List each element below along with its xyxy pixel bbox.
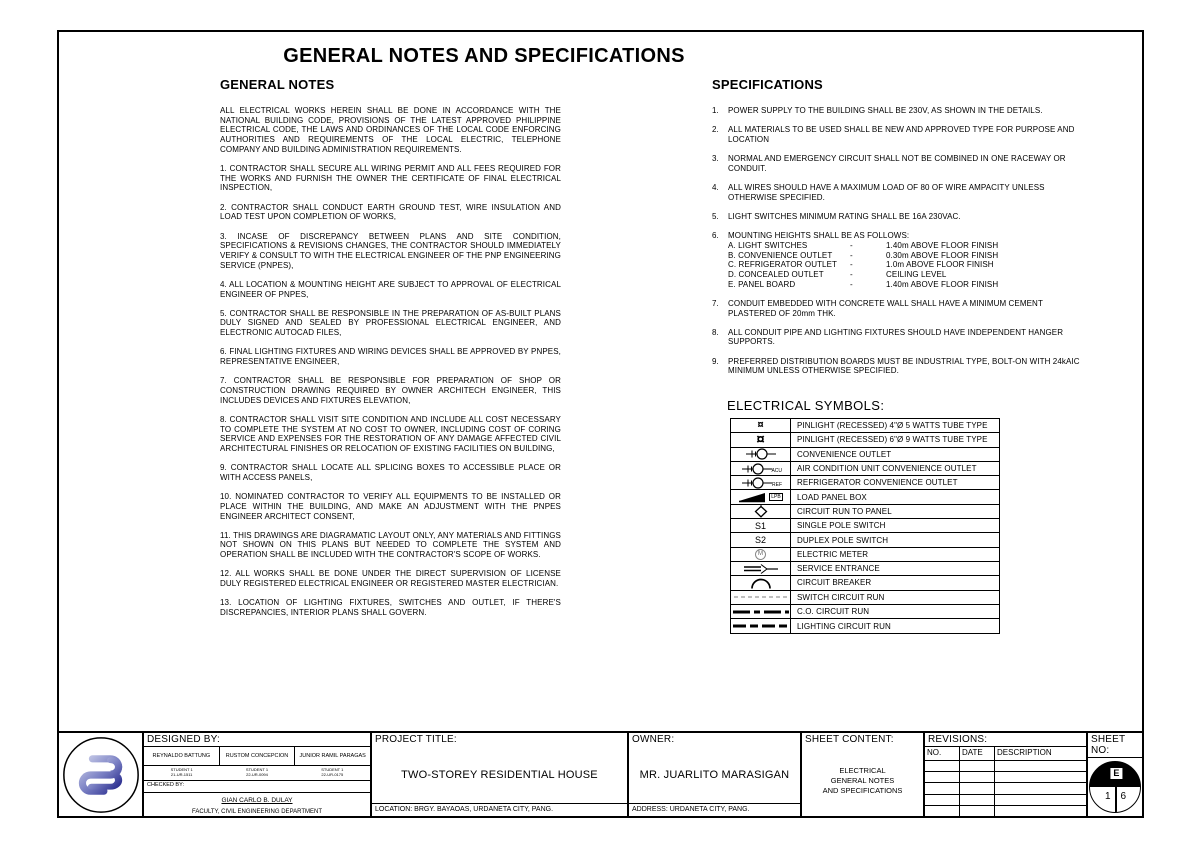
designed-by-section bbox=[144, 733, 372, 816]
mount-row: B. CONVENIENCE OUTLET - 0.30m ABOVE FLOOR FINISH bbox=[728, 250, 999, 260]
symbol-row: CONVENIENCE OUTLET bbox=[731, 448, 999, 462]
discipline-letter: E bbox=[1110, 768, 1122, 779]
symbol-row: LPB LOAD PANEL BOX bbox=[731, 490, 999, 504]
note-paragraph: ALL ELECTRICAL WORKS HEREIN SHALL BE DONE IN ACCORDANCE WITH THE NATIONAL BUILDING CODE, PROVISIONS OF THE LATEST APPROVED PHILIPPINE ELECTRICAL CODE, THE LAWS AND ORDINANCES OF THE LOCAL CODE ENFORCING AUTHORITIES AND REQUIREMENTS OF THE LOCAL ELECTRIC, TELEPHONE COMPANY AND BUILDING ADMINISTRATION REQUIREMENTS. bbox=[220, 106, 561, 154]
logo-icon bbox=[61, 735, 141, 815]
note-paragraph: 6. FINAL LIGHTING FIXTURES AND WIRING DEVICES SHALL BE APPROVED BY PNPES, REPRESENTATIVE ENGINEER, bbox=[220, 347, 561, 367]
co-circuit-run-icon bbox=[731, 605, 791, 618]
spec-item: 4. ALL WIRES SHOULD HAVE A MAXIMUM LOAD OF 80 OF WIRE AMPACITY UNLESS OTHERWISE SPECIFIED. bbox=[712, 183, 1045, 202]
note-paragraph: 2. CONTRACTOR SHALL CONDUCT EARTH GROUND TEST, WIRE INSULATION AND LOAD TEST UPON COMPLETION OF WORKS, bbox=[220, 202, 561, 222]
circuit-breaker-icon bbox=[731, 576, 791, 589]
symbol-row: SERVICE ENTRANCE bbox=[731, 562, 999, 576]
student-id: STUDENT 1 21-UR-1511 bbox=[170, 767, 193, 777]
spec-item: 2. ALL MATERIALS TO BE USED SHALL BE NEW AND APPROVED TYPE FOR PURPOSE AND LOCATION bbox=[712, 125, 1075, 144]
page-title: GENERAL NOTES AND SPECIFICATIONS bbox=[283, 45, 685, 67]
designer-name: REYNALDO BATTUNG bbox=[144, 747, 220, 765]
single-pole-switch-icon: S1 bbox=[731, 519, 791, 532]
note-paragraph: 5. CONTRACTOR SHALL BE RESPONSIBLE IN THE PREPARATION OF AS-BUILT PLANS DULY SIGNED AND SEALED BY PROFESSIONAL ELECTRICAL ENGINEER, AND ELECTRONIC AUTOCAD FILES, bbox=[220, 308, 561, 338]
ref-outlet-icon: REF bbox=[731, 476, 791, 489]
student-id: STUDENT 1 22-UR-0094 bbox=[245, 767, 269, 777]
note-paragraph: 11. THIS DRAWINGS ARE DIAGRAMATIC LAYOUT ONLY, ANY MATERIALS AND FITTINGS NOT SHOWN ON THIS PLANS BUT NEEDED TO COMPLETE THE SYSTEM AND OPERATION SHALL BE INCLUDED WITH THE CONTRACTOR'S SCOPE OF WORKS. bbox=[220, 530, 561, 560]
designer-name: JUNIOR RAMIL PARAGAS bbox=[299, 753, 366, 759]
sheet-content-value: ELECTRICAL GENERAL NOTES AND SPECIFICATIONS bbox=[822, 766, 903, 795]
note-paragraph: 3. INCASE OF DISCREPANCY BETWEEN PLANS AND SITE CONDITION, SPECIFICATIONS & REVISIONS CHANGES, THE CONTRACTOR SHOULD IMMEDIATELY VERIFY & CONSULT TO WITH THE ELECTRICAL ENGINEER OF THE PNP ENGINEERING SERVICE (PNPES), bbox=[220, 231, 561, 270]
circuit-run-to-panel-icon bbox=[731, 505, 791, 518]
owner-label: OWNER: bbox=[632, 734, 675, 745]
symbol-row: LIGHTING CIRCUIT RUN bbox=[731, 619, 999, 633]
symbol-row: CIRCUIT BREAKER bbox=[731, 576, 999, 590]
revisions-col-date: DATE bbox=[960, 747, 995, 760]
service-entrance-icon bbox=[731, 562, 791, 575]
symbol-row: S1 SINGLE POLE SWITCH bbox=[731, 519, 999, 533]
owner-address: ADDRESS: URDANETA CITY, PANG. bbox=[629, 803, 800, 816]
symbol-row: SWITCH CIRCUIT RUN bbox=[731, 591, 999, 605]
student-id: STUDENT 1 22-UR-0175 bbox=[321, 767, 344, 777]
revisions-label: REVISIONS: bbox=[925, 733, 1086, 747]
sheet-no-section bbox=[1088, 733, 1142, 816]
owner-section bbox=[629, 733, 802, 816]
revision-empty-row bbox=[925, 761, 1086, 772]
convenience-outlet-icon bbox=[731, 448, 791, 461]
project-title-section bbox=[372, 733, 629, 816]
designer-names-row bbox=[144, 747, 370, 766]
project-location: LOCATION: BRGY. BAYAOAS, URDANETA CITY, PANG. bbox=[372, 803, 627, 816]
revision-empty-row bbox=[925, 806, 1086, 816]
symbol-row: M ELECTRIC METER bbox=[731, 548, 999, 562]
note-paragraph: 9. CONTRACTOR SHALL LOCATE ALL SPLICING BOXES TO ACCESSIBLE PLACE OR WITH ACCESS PANELS, bbox=[220, 463, 561, 482]
electrical-symbols-heading: ELECTRICAL SYMBOLS: bbox=[727, 398, 885, 413]
switch-circuit-run-icon bbox=[731, 591, 791, 604]
symbol-row: ¤ PINLIGHT (RECESSED) 4"Ø 5 WATTS TUBE TYPE bbox=[731, 419, 999, 433]
revisions-section bbox=[925, 733, 1088, 816]
note-paragraph: 13. LOCATION OF LIGHTING FIXTURES, SWITCHES AND OUTLET, IF THERE'S DISCREPANCIES, INTERIOR PLANS SHALL GOVERN. bbox=[220, 598, 561, 617]
sheet-border bbox=[57, 30, 1144, 818]
spec-item: 3. NORMAL AND EMERGENCY CIRCUIT SHALL NOT BE COMBINED IN ONE RACEWAY OR CONDUIT. bbox=[712, 154, 1066, 173]
mount-row: D. CONCEALED OUTLET - CEILING LEVEL bbox=[728, 269, 947, 279]
general-notes-heading: GENERAL NOTES bbox=[220, 77, 335, 92]
sheet-total: 6 bbox=[1120, 791, 1126, 802]
spec-item: 7. CONDUIT EMBEDDED WITH CONCRETE WALL SHALL HAVE A MINIMUM CEMENT PLASTERED OF 20mm THK. bbox=[712, 298, 1043, 318]
mount-row: C. REFRIGERATOR OUTLET - 1.0m ABOVE FLOOR FINISH bbox=[728, 260, 994, 270]
project-title-value: TWO-STOREY RESIDENTIAL HOUSE bbox=[401, 768, 598, 781]
load-panel-box-icon: LPB bbox=[731, 490, 791, 503]
electrical-symbols-table bbox=[730, 418, 1000, 634]
revision-empty-row bbox=[925, 772, 1086, 783]
duplex-pole-switch-icon: S2 bbox=[731, 533, 791, 546]
symbol-row: S2 DUPLEX POLE SWITCH bbox=[731, 533, 999, 547]
sheet-no-label: SHEET NO: bbox=[1088, 733, 1142, 758]
company-logo bbox=[59, 733, 144, 816]
mounting-heights-list bbox=[728, 241, 1080, 290]
symbol-row: REF REFRIGERATOR CONVENIENCE OUTLET bbox=[731, 476, 999, 490]
revisions-column-headers bbox=[925, 747, 1086, 761]
spec-item: 5. LIGHT SWITCHES MINIMUM RATING SHALL BE 16A 230VAC. bbox=[712, 211, 961, 221]
department-label: FACULTY, CIVIL ENGINEERING DEPARTMENT bbox=[191, 809, 323, 815]
symbol-row: ACU AIR CONDITION UNIT CONVENIENCE OUTLET bbox=[731, 462, 999, 476]
note-paragraph: 1. CONTRACTOR SHALL SECURE ALL WIRING PERMIT AND ALL FEES REQUIRED FOR THE WORKS AND FURNISH THE OWNER THE CERTIFICATE OF FINAL ELECTRICAL INSPECTION, bbox=[220, 164, 561, 193]
checked-by-name: GIAN CARLO B. DULAY bbox=[221, 797, 293, 804]
designed-by-label: DESIGNED BY: bbox=[144, 733, 370, 747]
project-title-label: PROJECT TITLE: bbox=[375, 734, 457, 745]
title-block bbox=[59, 731, 1142, 816]
designer-name: RUSTOM CONCEPCION bbox=[220, 747, 296, 765]
mount-row: E. PANEL BOARD - 1.40m ABOVE FLOOR FINISH bbox=[728, 279, 999, 289]
note-paragraph: 7. CONTRACTOR SHALL BE RESPONSIBLE FOR PREPARATION OF SHOP OR CONSTRUCTION DRAWING REQUIRED BY OWNER ARCHITECH ENGINEER, THIS INCLUDES DEVICES AND FIXTURES ELEVATION, bbox=[220, 376, 561, 405]
sheet-content-label: SHEET CONTENT: bbox=[805, 734, 894, 745]
spec-item: 9. PREFERRED DISTRIBUTION BOARDS MUST BE INDUSTRIAL TYPE, BOLT-ON WITH 24kAIC MINIMUM UNLESS OTHERWISE SPECIFIED. bbox=[712, 356, 1080, 376]
electric-meter-icon: M bbox=[731, 548, 791, 561]
symbol-row: ¤ PINLIGHT (RECESSED) 6"Ø 9 WATTS TUBE TYPE bbox=[731, 433, 999, 447]
general-notes-column bbox=[220, 106, 561, 627]
sheet-no-badge bbox=[1089, 761, 1141, 813]
spec-item: 8. ALL CONDUIT PIPE AND LIGHTING FIXTURES SHOULD HAVE INDEPENDENT HANGER SUPPORTS. bbox=[712, 327, 1064, 347]
revision-empty-row bbox=[925, 783, 1086, 794]
acu-outlet-icon: ACU bbox=[731, 462, 791, 475]
revisions-col-description: DESCRIPTION bbox=[997, 748, 1052, 757]
note-paragraph: 8. CONTRACTOR SHALL VISIT SITE CONDITION AND INCLUDE ALL COST NECESSARY TO COMPLETE THE SYSTEM AT NO COST TO OWNER, INCLUDING COST OF CORING SERVICE AND EXPENSES FOR THE RESTORATION OF ANY DAMAGE AFFECTED CIVIL ARCHITECTURAL FINISHES OR RELOCATION OF EXISTING FACILITIES ON BUILDING, bbox=[220, 414, 561, 453]
mounting-heights-intro: MOUNTING HEIGHTS SHALL BE AS FOLLOWS: bbox=[728, 231, 910, 241]
symbol-row: C.O. CIRCUIT RUN bbox=[731, 605, 999, 619]
note-paragraph: 12. ALL WORKS SHALL BE DONE UNDER THE DIRECT SUPERVISION OF LICENSE DULY REGISTERED ELECTRICAL ENGINEER OR REGISTERED MASTER ELECTRICIAN. bbox=[220, 569, 561, 589]
pinlight-6-icon: ¤ bbox=[731, 433, 791, 446]
spec-item: 1. POWER SUPPLY TO THE BUILDING SHALL BE 230V, AS SHOWN IN THE DETAILS. bbox=[712, 106, 1043, 115]
note-paragraph: 10. NOMINATED CONTRACTOR TO VERIFY ALL EQUIPMENTS TO BE INSTALLED OR PLACE WITHIN THE BUILDING, AND MAKE AN ADJUSTMENT WITH THE PNPES ENGINEER ARCHITECT CONSENT, bbox=[220, 492, 561, 521]
revision-empty-row bbox=[925, 795, 1086, 806]
owner-name: MR. JUARLITO MARASIGAN bbox=[639, 768, 790, 781]
spec-item-mounting-heights: 6. MOUNTING HEIGHTS SHALL BE AS FOLLOWS: A. LIGHT SWITCHES - 1.40m ABOVE FLOOR FINISH B. CONVENIENCE OUTLET - 0.30m ABOVE FLOOR FINISH C. REFRIGERATOR OUTLET - 1.0m ABOVE FLOOR FINISH D. CONCEALED OUTLET - CEILING LEVEL E. PANEL BOARD - 1.40m ABOVE FLOOR FINISH bbox=[712, 231, 1080, 289]
checked-by-label: CHECKED BY: bbox=[144, 781, 370, 793]
lighting-circuit-run-icon bbox=[731, 619, 791, 633]
sheet-number: 1 bbox=[1105, 791, 1111, 802]
specifications-heading: SPECIFICATIONS bbox=[712, 77, 823, 92]
symbol-row: CIRCUIT RUN TO PANEL bbox=[731, 505, 999, 519]
student-ids-row bbox=[144, 766, 370, 781]
note-paragraph: 4. ALL LOCATION & MOUNTING HEIGHT ARE SUBJECT TO APPROVAL OF ELECTRICAL ENGINEER OF PNPES, bbox=[220, 279, 561, 299]
specifications-column bbox=[712, 106, 1080, 386]
revisions-col-no: NO. bbox=[925, 747, 960, 760]
sheet-content-section bbox=[802, 733, 925, 816]
mount-row: A. LIGHT SWITCHES - 1.40m ABOVE FLOOR FINISH bbox=[728, 240, 999, 250]
pinlight-4-icon: ¤ bbox=[731, 419, 791, 432]
